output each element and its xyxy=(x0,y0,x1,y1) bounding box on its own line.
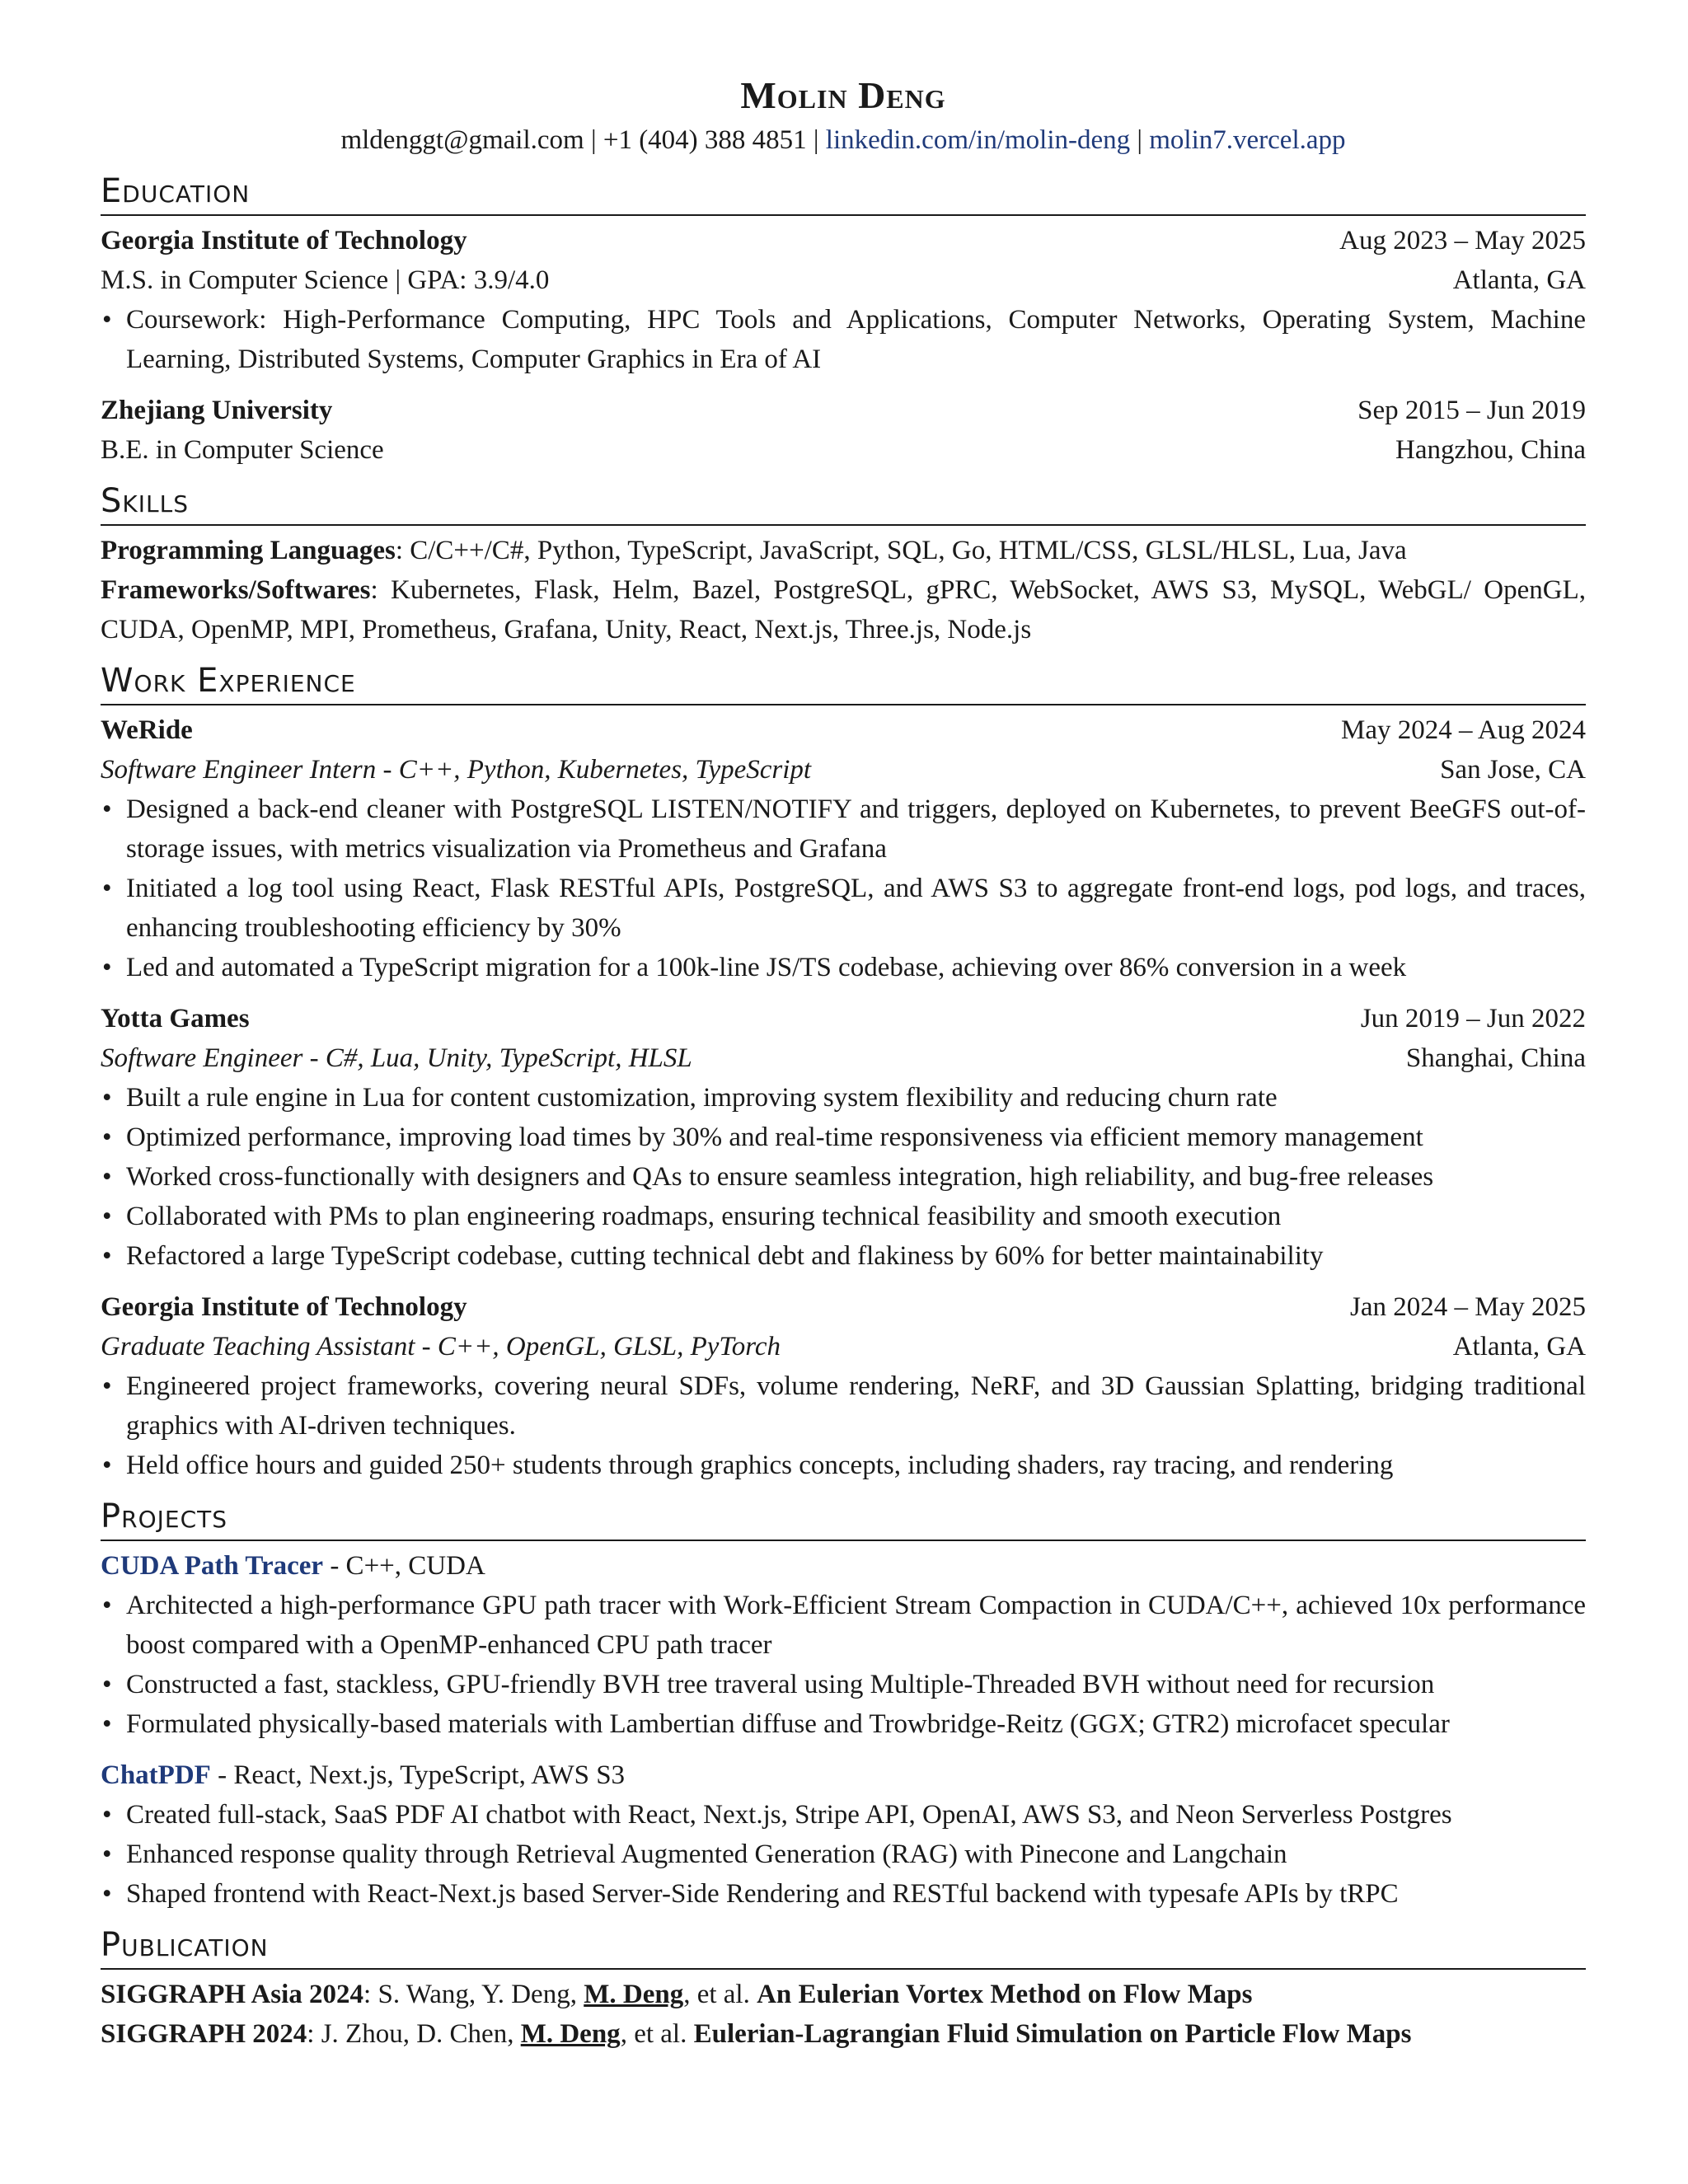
skills-languages xyxy=(101,531,1586,570)
work-entry xyxy=(101,999,1586,1276)
skills-list: : C/C++/C#, Python, TypeScript, JavaScript, SQL, Go, HTML/CSS, GLSL/HLSL, Lua, Java xyxy=(395,536,1407,565)
section-heading-skills: Skills xyxy=(101,480,1586,526)
section-heading-projects: Projects xyxy=(101,1495,1586,1541)
company-name: WeRide xyxy=(101,715,193,745)
skills-frameworks xyxy=(101,570,1586,649)
candidate-name: Molin Deng xyxy=(740,74,946,116)
section-heading-publication: Publication xyxy=(101,1924,1586,1970)
dates: Aug 2023 – May 2025 xyxy=(1339,226,1586,255)
project-tech: - React, Next.js, TypeScript, AWS S3 xyxy=(210,1760,626,1790)
work-bullet: • Built a rule engine in Lua for content customization, improving system flexibility and reducing churn rate xyxy=(101,1078,1586,1118)
authors: , et al. xyxy=(683,1980,757,2009)
project-link[interactable]: ChatPDF xyxy=(101,1760,211,1790)
separator: | xyxy=(1130,125,1150,155)
paper-title: Eulerian-Lagrangian Fluid Simulation on Particle Flow Maps xyxy=(693,2019,1412,2049)
role: Graduate Teaching Assistant - C++, OpenGL, GLSL, PyTorch xyxy=(101,1332,781,1361)
project-bullet: • Enhanced response quality through Retrieval Augmented Generation (RAG) with Pinecone and Langchain xyxy=(101,1835,1586,1874)
phone: +1 (404) 388 4851 xyxy=(603,125,807,155)
dates: Jan 2024 – May 2025 xyxy=(1350,1292,1586,1322)
self-author: M. Deng xyxy=(584,1980,684,2009)
role: Software Engineer - C#, Lua, Unity, TypeScript, HLSL xyxy=(101,1043,692,1073)
work-entry xyxy=(101,710,1586,987)
project-bullet: • Shaped frontend with React-Next.js based Server-Side Rendering and RESTful backend with typesafe APIs by tRPC xyxy=(101,1874,1586,1914)
resume-page xyxy=(101,73,1586,2054)
location: San Jose, CA xyxy=(1440,755,1586,785)
separator: | xyxy=(806,125,826,155)
location: Atlanta, GA xyxy=(1452,265,1586,295)
skills-label: Frameworks/Softwares xyxy=(101,575,371,605)
education-entry xyxy=(101,391,1586,470)
publication-entry xyxy=(101,2014,1586,2054)
role: Software Engineer Intern - C++, Python, Kubernetes, TypeScript xyxy=(101,755,812,785)
paper-title: An Eulerian Vortex Method on Flow Maps xyxy=(757,1980,1253,2009)
company-name: Yotta Games xyxy=(101,1004,250,1033)
dates: Sep 2015 – Jun 2019 xyxy=(1357,396,1586,425)
project-tech: - C++, CUDA xyxy=(323,1551,485,1581)
project-entry xyxy=(101,1546,1586,1744)
location: Atlanta, GA xyxy=(1452,1332,1586,1361)
school-name: Zhejiang University xyxy=(101,396,333,425)
coursework-bullet: • Coursework: High-Performance Computing, HPC Tools and Applications, Computer Networks, Operating System, Machine Learning, Distributed Systems, Computer Graphics in Era of AI xyxy=(101,300,1586,379)
venue: SIGGRAPH Asia 2024 xyxy=(101,1980,364,2009)
authors: : S. Wang, Y. Deng, xyxy=(363,1980,584,2009)
project-bullet: • Architected a high-performance GPU path tracer with Work-Efficient Stream Compaction in CUDA/C++, achieved 10x performance boost compared with a OpenMP-enhanced CPU path tracer xyxy=(101,1586,1586,1665)
work-bullet: • Initiated a log tool using React, Flask RESTful APIs, PostgreSQL, and AWS S3 to aggregate front-end logs, pod logs, and traces, enhancing troubleshooting efficiency by 30% xyxy=(101,869,1586,948)
authors: , et al. xyxy=(620,2019,694,2049)
work-bullet: • Worked cross-functionally with designers and QAs to ensure seamless integration, high reliability, and bug-free releases xyxy=(101,1157,1586,1197)
skills-label: Programming Languages xyxy=(101,536,396,565)
project-bullet: • Formulated physically-based materials with Lambertian diffuse and Trowbridge-Reitz (GGX; GTR2) microfacet specular xyxy=(101,1704,1586,1744)
work-bullet: • Held office hours and guided 250+ students through graphics concepts, including shaders, ray tracing, and rendering xyxy=(101,1446,1586,1485)
location: Hangzhou, China xyxy=(1395,435,1586,465)
school-name: Georgia Institute of Technology xyxy=(101,226,467,255)
work-bullet: • Designed a back-end cleaner with PostgreSQL LISTEN/NOTIFY and triggers, deployed on Kubernetes, to prevent BeeGFS out-of-storage issues, with metrics visualization via Prometheus and Grafana xyxy=(101,790,1586,869)
work-bullet: • Refactored a large TypeScript codebase, cutting technical debt and flakiness by 60% for better maintainability xyxy=(101,1236,1586,1276)
location: Shanghai, China xyxy=(1405,1043,1586,1073)
project-link[interactable]: CUDA Path Tracer xyxy=(101,1551,324,1581)
project-bullet: • Constructed a fast, stackless, GPU-friendly BVH tree traveral using Multiple-Threaded BVH without need for recursion xyxy=(101,1665,1586,1704)
website-link[interactable]: molin7.vercel.app xyxy=(1149,125,1346,155)
dates: Jun 2019 – Jun 2022 xyxy=(1360,1004,1586,1033)
work-bullet: • Led and automated a TypeScript migration for a 100k-line JS/TS codebase, achieving over 86% conversion in a week xyxy=(101,948,1586,987)
section-heading-work: Work Experience xyxy=(101,659,1586,705)
self-author: M. Deng xyxy=(520,2019,621,2049)
work-entry xyxy=(101,1287,1586,1485)
section-heading-education: Education xyxy=(101,170,1586,216)
authors: : J. Zhou, D. Chen, xyxy=(307,2019,521,2049)
contact-line xyxy=(101,120,1586,160)
linkedin-link[interactable]: linkedin.com/in/molin-deng xyxy=(825,125,1131,155)
company-name: Georgia Institute of Technology xyxy=(101,1292,467,1322)
email[interactable]: mldenggt@gmail.com xyxy=(340,125,584,155)
publication-entry xyxy=(101,1975,1586,2014)
work-bullet: • Collaborated with PMs to plan engineering roadmaps, ensuring technical feasibility and smooth execution xyxy=(101,1197,1586,1236)
venue: SIGGRAPH 2024 xyxy=(101,2019,307,2049)
degree: B.E. in Computer Science xyxy=(101,435,384,465)
separator: | xyxy=(584,125,603,155)
education-entry xyxy=(101,221,1586,379)
degree: M.S. in Computer Science | GPA: 3.9/4.0 xyxy=(101,265,550,295)
skills-list: : Kubernetes, Flask, Helm, Bazel, PostgreSQL, gPRC, WebSocket, AWS S3, MySQL, WebGL/ OpenGL, CUDA, OpenMP, MPI, Prometheus, Grafana, Unity, React, Next.js, Three.js, Node.js xyxy=(101,575,1586,644)
work-bullet: • Optimized performance, improving load times by 30% and real-time responsiveness via efficient memory management xyxy=(101,1118,1586,1157)
dates: May 2024 – Aug 2024 xyxy=(1341,715,1586,745)
work-bullet: • Engineered project frameworks, covering neural SDFs, volume rendering, NeRF, and 3D Gaussian Splatting, bridging traditional graphics with AI-driven techniques. xyxy=(101,1366,1586,1446)
project-entry xyxy=(101,1755,1586,1914)
project-bullet: • Created full-stack, SaaS PDF AI chatbot with React, Next.js, Stripe API, OpenAI, AWS S3, and Neon Serverless Postgres xyxy=(101,1795,1586,1835)
